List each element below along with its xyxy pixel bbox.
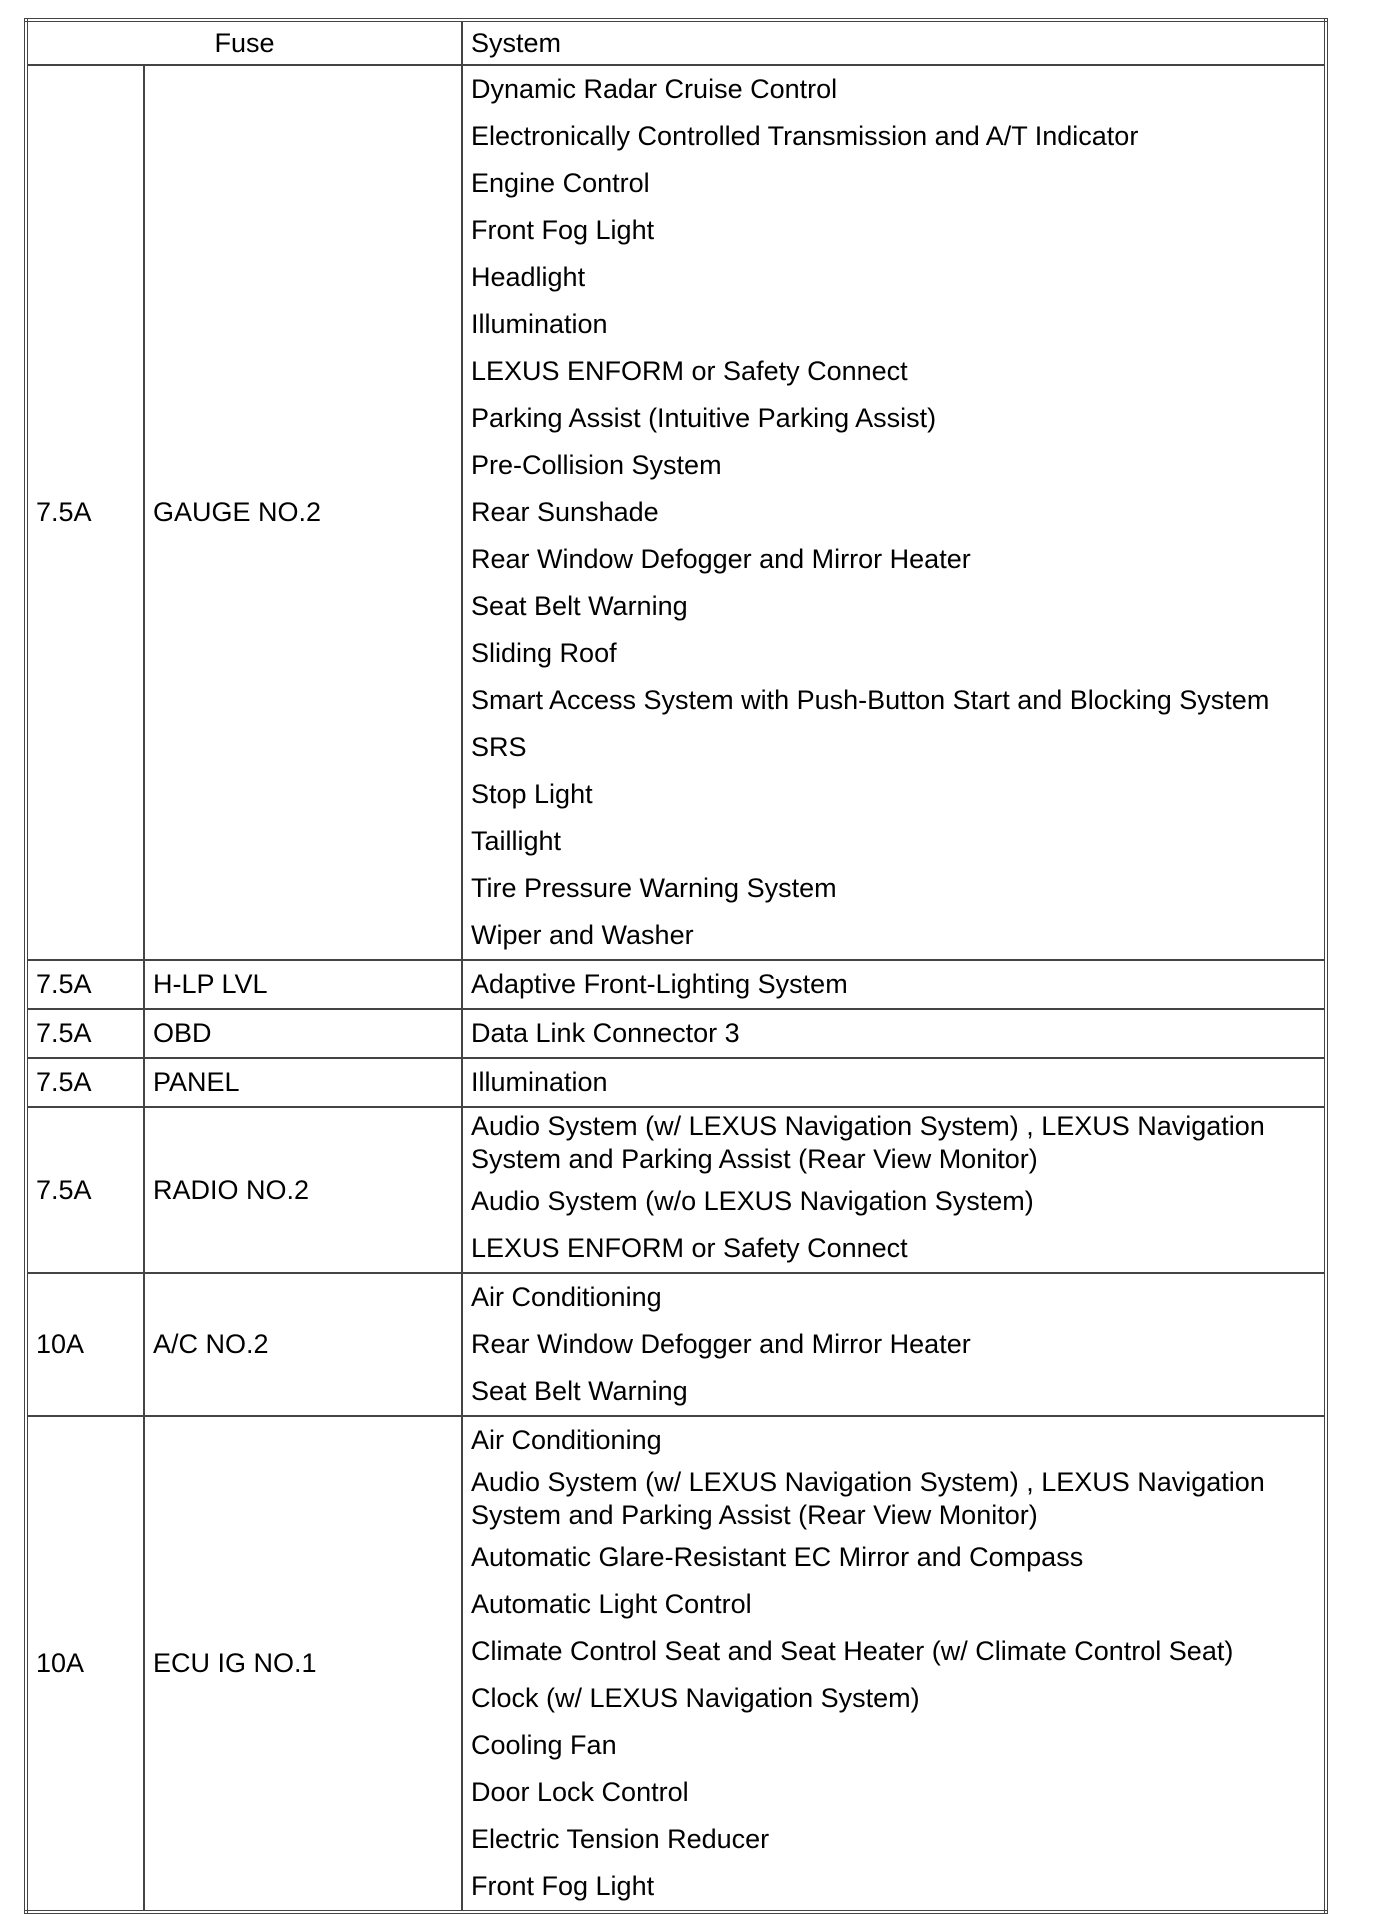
system-item: LEXUS ENFORM or Safety Connect xyxy=(471,1233,908,1263)
system-item: Seat Belt Warning xyxy=(471,591,688,621)
system-item: Wiper and Washer xyxy=(471,920,694,950)
system-list xyxy=(462,65,1326,960)
fuse-name: RADIO NO.2 xyxy=(144,1107,462,1273)
fuse-name: ECU IG NO.1 xyxy=(144,1416,462,1912)
system-item: Parking Assist (Intuitive Parking Assist) xyxy=(471,403,937,433)
fuse-amperage: 7.5A xyxy=(26,1107,144,1273)
system-item: Rear Sunshade xyxy=(471,497,659,527)
fuse-amperage: 7.5A xyxy=(26,960,144,1009)
table-row xyxy=(26,1058,1326,1107)
system-list xyxy=(462,1273,1326,1416)
system-item: Illumination xyxy=(471,309,608,339)
system-item: Automatic Glare-Resistant EC Mirror and Compass xyxy=(471,1542,1084,1572)
system-item: Smart Access System with Push-Button Start and Blocking System xyxy=(471,685,1270,715)
system-item: Electric Tension Reducer xyxy=(471,1824,770,1854)
table-row xyxy=(26,1107,1326,1273)
system-item: Engine Control xyxy=(471,168,650,198)
system-item: Audio System (w/ LEXUS Navigation System) , LEXUS Navigation System and Parking Assist (Rear View Monitor) xyxy=(471,1111,1265,1174)
table-row xyxy=(26,960,1326,1009)
fuse-name: A/C NO.2 xyxy=(144,1273,462,1416)
system-list xyxy=(462,1058,1326,1107)
system-item: Adaptive Front-Lighting System xyxy=(471,969,848,999)
table-row xyxy=(26,1009,1326,1058)
system-item: Taillight xyxy=(471,826,562,856)
system-item: Door Lock Control xyxy=(471,1777,689,1807)
fuse-amperage: 7.5A xyxy=(26,1058,144,1107)
system-item: Climate Control Seat and Seat Heater (w/ Climate Control Seat) xyxy=(471,1636,1234,1666)
fuse-amperage: 10A xyxy=(26,1416,144,1912)
table-row xyxy=(26,1416,1326,1912)
system-item: Audio System (w/o LEXUS Navigation System) xyxy=(471,1186,1034,1216)
system-item: Headlight xyxy=(471,262,586,292)
system-item: Rear Window Defogger and Mirror Heater xyxy=(471,544,971,574)
system-item: Electronically Controlled Transmission and A/T Indicator xyxy=(471,121,1139,151)
system-item: Front Fog Light xyxy=(471,1871,655,1901)
system-item: Pre-Collision System xyxy=(471,450,722,480)
system-item: Air Conditioning xyxy=(471,1425,662,1455)
fuse-table xyxy=(24,18,1328,1914)
fuse-name: PANEL xyxy=(144,1058,462,1107)
system-item: Front Fog Light xyxy=(471,215,655,245)
fuse-column-header: Fuse xyxy=(26,20,462,65)
fuse-name: H-LP LVL xyxy=(144,960,462,1009)
table-header xyxy=(26,20,1326,65)
system-item: Cooling Fan xyxy=(471,1730,617,1760)
system-item: Audio System (w/ LEXUS Navigation System) , LEXUS Navigation System and Parking Assist (Rear View Monitor) xyxy=(471,1467,1265,1530)
system-item: Data Link Connector 3 xyxy=(471,1018,740,1048)
system-item: Stop Light xyxy=(471,779,593,809)
fuse-amperage: 7.5A xyxy=(26,1009,144,1058)
fuse-name: GAUGE NO.2 xyxy=(144,65,462,960)
table-body xyxy=(26,65,1326,1912)
system-item: Rear Window Defogger and Mirror Heater xyxy=(471,1329,971,1359)
system-item: Air Conditioning xyxy=(471,1282,662,1312)
system-item: Tire Pressure Warning System xyxy=(471,873,837,903)
fuse-amperage: 7.5A xyxy=(26,65,144,960)
fuse-amperage: 10A xyxy=(26,1273,144,1416)
system-list xyxy=(462,1009,1326,1058)
system-item: Sliding Roof xyxy=(471,638,617,668)
system-item: LEXUS ENFORM or Safety Connect xyxy=(471,356,908,386)
table-row xyxy=(26,1273,1326,1416)
fuse-name: OBD xyxy=(144,1009,462,1058)
system-item: SRS xyxy=(471,732,527,762)
table-row xyxy=(26,65,1326,960)
system-item: Automatic Light Control xyxy=(471,1589,752,1619)
system-list xyxy=(462,1416,1326,1912)
system-item: Dynamic Radar Cruise Control xyxy=(471,74,838,104)
system-column-header: System xyxy=(462,20,1326,65)
system-item: Illumination xyxy=(471,1067,608,1097)
system-item: Seat Belt Warning xyxy=(471,1376,688,1406)
system-list xyxy=(462,960,1326,1009)
header-row xyxy=(26,20,1326,65)
system-list xyxy=(462,1107,1326,1273)
system-item: Clock (w/ LEXUS Navigation System) xyxy=(471,1683,920,1713)
